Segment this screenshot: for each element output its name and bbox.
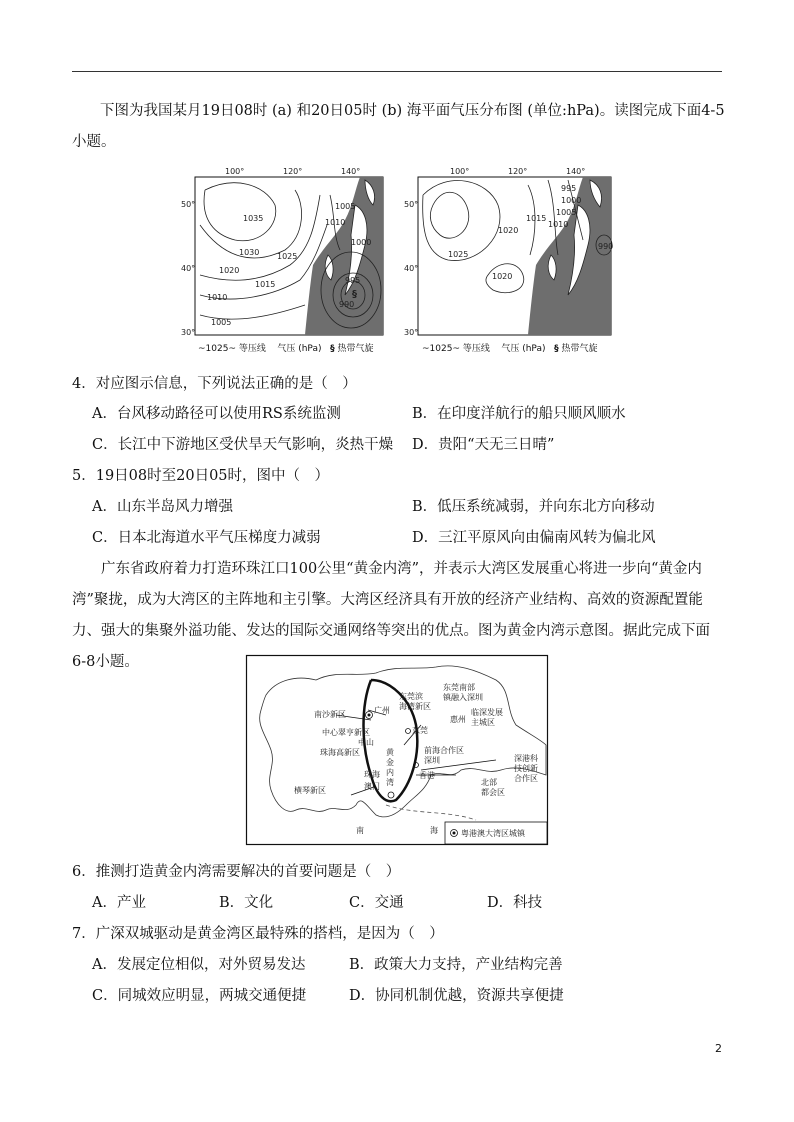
intro-text-line2: 小题。 (72, 134, 116, 150)
label-hjnw2: 金 (386, 758, 394, 767)
isobar-legend-text: 等压线 (462, 344, 490, 354)
pressure-map-a (181, 165, 385, 360)
map-a-lat-40: 40° (181, 264, 196, 273)
map-b-isobar: 1025 (448, 250, 469, 259)
q7-option-a[interactable]: A．发展定位相似，对外贸易发达 (92, 957, 306, 973)
q6-stem: 6．推测打造黄金内湾需要解决的首要问题是（ ） (72, 864, 401, 880)
label-zhgx: 珠海高新区 (320, 748, 360, 757)
map-a-isobar: 1025 (277, 252, 298, 261)
intro-text-line1: 下图为我国某月19日08时 (a) 和20日05时 (b) 海平面气压分布图 (单位:hPa)。读图完成下面4-5 (100, 103, 725, 119)
map-a-lon-140: 140° (341, 167, 361, 176)
map-a-legend (198, 341, 373, 354)
golden-bay-map (246, 655, 548, 845)
label-guangzhou: 广州 (374, 706, 390, 715)
label-linshen2: 主城区 (471, 718, 495, 727)
q6-option-c[interactable]: C．交通 (349, 895, 404, 911)
q7-option-d[interactable]: D．协同机制优越，资源共享便捷 (349, 988, 564, 1004)
map-a-isobar: 1005 (211, 318, 232, 327)
isobar-legend-line: ~1025~ (422, 344, 460, 354)
label-huizhou: 惠州 (450, 715, 466, 724)
label-hengqin: 横琴新区 (294, 786, 326, 795)
map-a-isobar: 1005 (335, 202, 356, 211)
label-linshen1: 临深发展 (471, 708, 503, 717)
label-haiwan: 海湾新区 (399, 702, 431, 711)
pressure-map-b (404, 165, 614, 360)
label-hjnw3: 内 (386, 768, 394, 777)
q5-option-c[interactable]: C．日本北海道水平气压梯度力减弱 (92, 530, 321, 546)
q5-option-b[interactable]: B．低压系统减弱，并向东北方向移动 (412, 499, 655, 515)
map-a-lon-100: 100° (225, 167, 245, 176)
label-xianggang: 香港 (419, 771, 435, 780)
map-b-isobar: 1015 (526, 214, 547, 223)
map-a-isobar: 1035 (243, 214, 264, 223)
label-dongguan-bin: 东莞滨 (399, 692, 423, 701)
bay-map-legend: 粤港澳大湾区城镇 (461, 829, 525, 838)
map-b-lon-100: 100° (450, 167, 470, 176)
cyclone-legend-text: 热带气旋 (561, 344, 598, 354)
label-qianhai: 前海合作区 (424, 746, 464, 755)
label-nansha: 南沙新区 (314, 710, 346, 719)
label-sgkj2: 技创新 (514, 764, 538, 773)
map-a-isobar: 1030 (239, 248, 260, 257)
map-a-isobar: 995 (345, 276, 361, 285)
isobar-legend-text: 等压线 (238, 344, 266, 354)
cyclone-icon: § (352, 289, 357, 300)
map-a-isobar: 1015 (255, 280, 276, 289)
cyclone-legend-icon: § (330, 344, 335, 354)
label-dgnb1: 东莞南部 (443, 683, 475, 692)
map-a-isobar: 1010 (325, 218, 346, 227)
map-a-lat-30: 30° (181, 328, 196, 337)
label-dgnb2: 镇融入深圳 (443, 693, 483, 702)
map-b-isobar: 1010 (548, 220, 569, 229)
map-a-lat-50: 50° (181, 200, 196, 209)
label-zxcy: 中心翠亨新区 (322, 728, 370, 737)
label-hjnw4: 湾 (386, 778, 394, 787)
header-rule (72, 71, 722, 72)
q4-stem: 4．对应图示信息，下列说法正确的是（ ） (72, 376, 357, 392)
map-b-legend (422, 341, 597, 354)
cyclone-legend-text: 热带气旋 (337, 344, 374, 354)
q5-option-d[interactable]: D．三江平原风向由偏南风转为偏北风 (412, 530, 656, 546)
map-b-lat-30: 30° (404, 328, 419, 337)
q7-option-b[interactable]: B．政策大力支持，产业结构完善 (349, 957, 563, 973)
map-b-isobar: 1020 (492, 272, 513, 281)
q5-option-a[interactable]: A．山东半岛风力增强 (92, 499, 233, 515)
label-hai: 海 (430, 826, 438, 835)
label-dongguan: 东莞 (412, 726, 428, 735)
label-zhongshan: 中山 (358, 738, 374, 747)
label-shenzhen: 深圳 (424, 756, 440, 765)
map-b-lon-120: 120° (508, 167, 528, 176)
bay-intro-paragraph: 广东省政府着力打造环珠江口100公里“黄金内湾”，并表示大湾区发展重心将进一步向“黄金内湾”聚拢，成为大湾区的主阵地和主引擎。大湾区经济具有开放的经济产业结构、高效的资源配置能力、强大的集聚外溢功能、发达的国际交通网络等突出的优点。图为黄金内湾示意图。据此完成下面6-8小题。 (72, 561, 710, 670)
map-b-lon-140: 140° (566, 167, 586, 176)
map-a-isobar: 1010 (207, 293, 228, 302)
label-hjnw1: 黄 (386, 748, 394, 757)
label-sgkj1: 深港科 (514, 754, 538, 763)
map-a-isobar: 990 (339, 300, 355, 309)
isobar-legend-line: ~1025~ (198, 344, 236, 354)
pressure-legend: 气压 (hPa) (501, 344, 546, 354)
q7-option-c[interactable]: C．同城效应明显，两城交通便捷 (92, 988, 307, 1004)
label-aomen: 澳门 (364, 782, 380, 791)
map-b-isobar: 1020 (498, 226, 519, 235)
page-number: 2 (715, 1042, 722, 1055)
q4-option-b[interactable]: B．在印度洋航行的船只顺风顺水 (412, 406, 626, 422)
q4-option-c[interactable]: C．长江中下游地区受伏旱天气影响，炎热干燥 (92, 437, 394, 453)
map-a-lon-120: 120° (283, 167, 303, 176)
label-zhuhai: 珠海 (364, 770, 380, 779)
pressure-legend: 气压 (hPa) (277, 344, 322, 354)
q6-option-d[interactable]: D．科技 (487, 895, 543, 911)
map-b-isobar: 995 (561, 184, 577, 193)
q6-option-b[interactable]: B．文化 (219, 895, 274, 911)
map-b-isobar: 990 (598, 242, 614, 251)
cyclone-legend-icon: § (554, 344, 559, 354)
label-beibu1: 北部 (481, 778, 497, 787)
map-a-isobar: 1020 (219, 266, 240, 275)
map-b-isobar: 1005 (556, 208, 577, 217)
map-b-lat-50: 50° (404, 200, 419, 209)
q7-stem: 7．广深双城驱动是黄金湾区最特殊的搭档，是因为（ ） (72, 926, 444, 942)
map-b-lat-40: 40° (404, 264, 419, 273)
q4-option-d[interactable]: D．贵阳“天无三日晴” (412, 437, 555, 453)
label-beibu2: 都会区 (481, 788, 505, 797)
label-nan: 南 (356, 826, 364, 835)
label-sgkj3: 合作区 (514, 774, 538, 783)
q4-option-a[interactable]: A．台风移动路径可以使用RS系统监测 (92, 406, 341, 422)
map-b-isobar: 1000 (561, 196, 582, 205)
map-a-isobar: 1000 (351, 238, 372, 247)
q6-option-a[interactable]: A．产业 (92, 895, 146, 911)
q5-stem: 5．19日08时至20日05时，图中（ ） (72, 468, 330, 484)
